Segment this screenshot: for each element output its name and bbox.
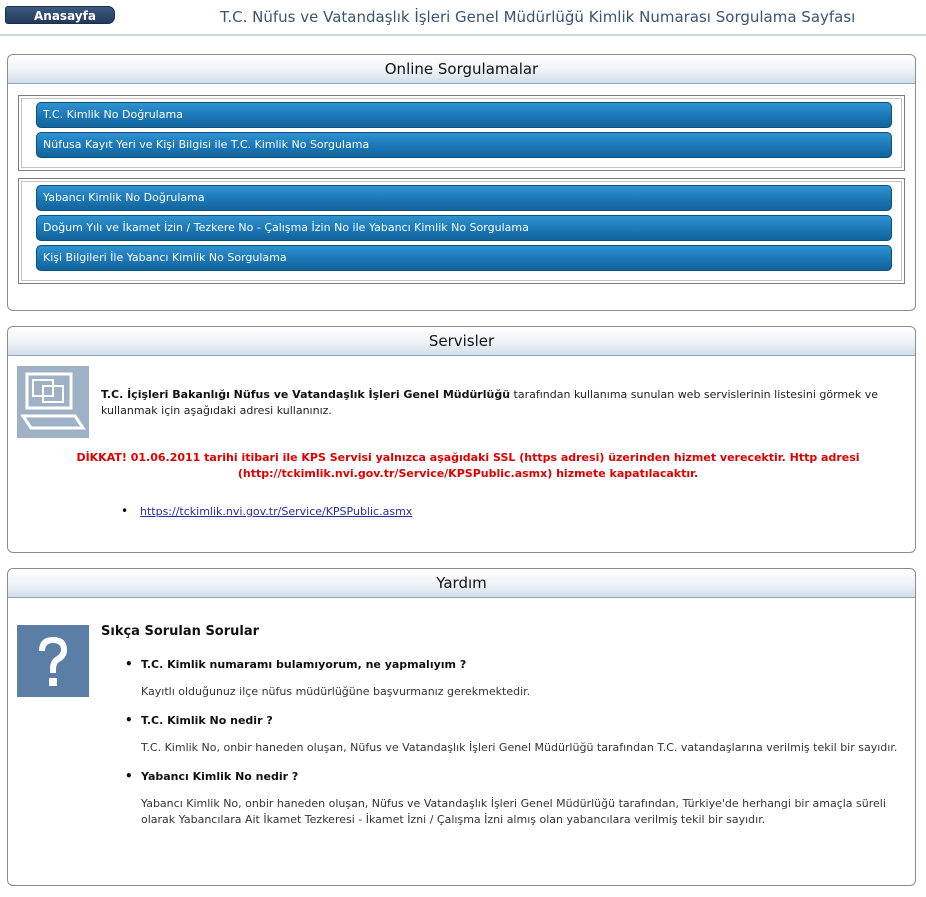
online-queries-title: Online Sorgulamalar (8, 55, 915, 84)
kps-service-link[interactable]: https://tckimlik.nvi.gov.tr/Service/KPSPublic.asmx (140, 505, 413, 518)
top-bar (0, 0, 926, 36)
ssl-warning-line-2: (http://tckimlik.nvi.gov.tr/Service/KPSPublic.asmx) hizmete kapatılacaktır. (237, 467, 699, 480)
yabanci-kimlik-dogrulama-button[interactable]: Yabancı Kimlik No Doğrulama (36, 185, 892, 211)
ssl-warning-line-1: DİKKAT! 01.06.2011 tarihi itibari ile KPS Servisi yalnızca aşağıdaki SSL (https adresi) üzerinden hizmet verecektir. Http adresi (76, 451, 860, 464)
online-queries-panel (7, 54, 916, 311)
ssl-warning (38, 450, 898, 482)
services-description (101, 387, 901, 419)
services-description-text: tarafından kullanıma sunulan web servislerinin listesini görmek ve kullanmak için aşağıdaki adresi kullanınız. (101, 388, 879, 417)
foreign-queries-group (18, 178, 905, 284)
faq-question: • T.C. Kimlik No nedir ? (125, 714, 273, 727)
tc-queries-group (18, 95, 905, 171)
tc-kimlik-dogrulama-button[interactable]: T.C. Kimlik No Doğrulama (36, 102, 892, 128)
services-panel (7, 326, 916, 553)
faq-answer: T.C. Kimlik No, onbir haneden oluşan, Nüfus ve Vatandaşlık İşleri Genel Müdürlüğü tarafından T.C. vatandaşlarına verilmiş tekil bir sayıdır. (141, 741, 898, 754)
tc-kimlik-sorgulama-button[interactable]: Nüfusa Kayıt Yeri ve Kişi Bilgisi ile T.C. Kimlik No Sorgulama (36, 132, 892, 158)
services-title: Servisler (8, 327, 915, 356)
yabanci-kimlik-kisi-sorgulama-button[interactable]: Kişi Bilgileri İle Yabancı Kimlik No Sorgulama (36, 245, 892, 271)
help-panel (7, 568, 916, 886)
yabanci-kimlik-izin-sorgulama-button[interactable]: Doğum Yılı ve İkamet İzin / Tezkere No - Çalışma İzin No ile Yabancı Kimlik No Sorgulama (36, 215, 892, 241)
organization-name: T.C. İçişleri Bakanlığı Nüfus ve Vatandaşlık İşleri Genel Müdürlüğü (101, 388, 511, 401)
faq-answer: Yabancı Kimlik No, onbir haneden oluşan, Nüfus ve Vatandaşlık İşleri Genel Müdürlüğü tarafından, Türkiye'de herhangi bir amaçla süreli olarak Yabancılara Ait İkamet Tezkeresi - İkamet İzni / Çalışma İzni almış olan yabancılara verilmiş tekil bir sayıdır. (141, 797, 886, 826)
page-title: T.C. Nüfus ve Vatandaşlık İşleri Genel Müdürlüğü Kimlik Numarası Sorgulama Sayfası (220, 8, 856, 26)
help-title: Yardım (8, 569, 915, 598)
faq-question: • T.C. Kimlik numaramı bulamıyorum, ne yapmalıyım ? (125, 658, 466, 671)
faq-title: Sıkça Sorulan Sorular (101, 624, 260, 639)
service-link-item (121, 505, 412, 518)
faq-answer: Kayıtlı olduğunuz ilçe nüfus müdürlüğüne başvurmanız gerekmektedir. (141, 685, 531, 698)
question-mark-icon (17, 625, 89, 697)
home-button[interactable]: Anasayfa (5, 6, 115, 24)
faq-question: • Yabancı Kimlik No nedir ? (125, 770, 298, 783)
computer-icon (17, 366, 89, 438)
service-link-list (121, 505, 412, 518)
